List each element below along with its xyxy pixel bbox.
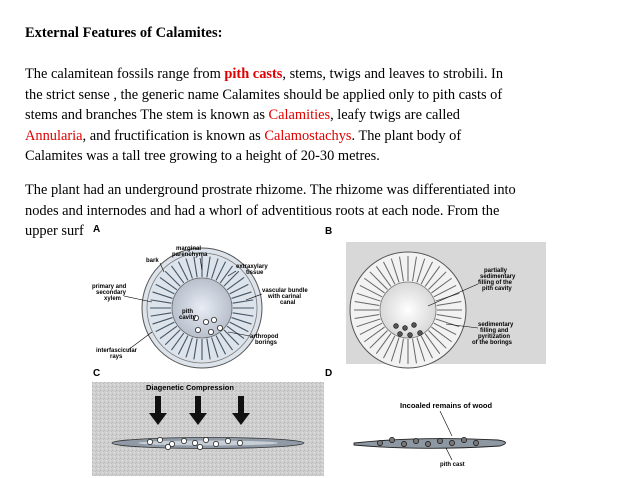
svg-text:secondary: secondary [96,290,127,296]
panel-label-c: C [93,368,101,379]
svg-text:interfascicular: interfascicular [96,348,138,354]
svg-text:sedimentary: sedimentary [478,322,514,328]
svg-text:pith: pith [182,309,193,315]
svg-text:rays: rays [110,354,123,360]
p1-line-4: Annularia, and fructification is known as Calamostachys. The plant body of [25,127,462,144]
svg-text:arthropod: arthropod [250,334,279,340]
svg-text:of the borings: of the borings [472,340,512,346]
d-pithcast-label: pith cast [440,462,465,468]
p1-line-2: the strict sense , the generic name Calamites should be applied only to pith casts of [25,86,503,103]
paragraph-1 [25,64,625,167]
svg-text:cavity: cavity [179,315,197,321]
p2-line-3: upper surf [25,223,84,239]
panel-label-b: B [325,226,333,237]
heading: External Features of Calamites: [25,25,223,41]
svg-text:bark: bark [146,258,159,264]
svg-text:parenchyma: parenchyma [172,252,208,258]
term-calamities: Calamities [268,107,331,123]
svg-text:partially: partially [484,268,508,274]
panel-b-stem-section [350,252,466,368]
d-header: Incoaled remains of wood [400,401,493,410]
svg-text:filling of the: filling of the [478,280,512,286]
svg-text:pith cavity: pith cavity [482,286,512,292]
p2-line-2: nodes and internodes and had a whorl of adventitious roots at each node. From the [25,202,500,219]
term-calamostachys: Calamostachys [264,127,352,144]
incoaled-wood-d [354,437,506,448]
svg-text:extraxylary: extraxylary [236,264,268,270]
c-header: Diagenetic Compression [146,383,234,392]
svg-text:primary and: primary and [92,284,127,290]
p1-line-5: Calamites was a tall tree growing to a height of 20-30 metres. [25,148,380,164]
svg-text:vascular bundle: vascular bundle [262,288,308,294]
svg-text:sedimentary: sedimentary [480,274,516,280]
svg-text:filling and: filling and [480,328,509,334]
svg-text:marginal: marginal [176,246,202,252]
p2-line-1: The plant had an underground prostrate rhizome. The rhizome was differentiated into [25,182,516,198]
calamites-figure [0,222,638,478]
svg-text:xylem: xylem [104,296,122,302]
svg-text:canal: canal [280,300,296,306]
panel-label-a: A [93,224,101,235]
svg-text:tissue: tissue [246,270,264,276]
p1-line-1: The calamitean fossils range from pith casts, stems, twigs and leaves to strobili. In [25,66,504,82]
svg-text:pyritization: pyritization [478,334,511,340]
term-annularia: Annularia [25,127,83,144]
svg-text:borings: borings [255,340,277,346]
panel-label-d: D [325,368,333,379]
svg-text:with carinal: with carinal [268,294,302,300]
p1-line-3: stems and branches The stem is known as Calamities, leafy twigs are called [25,107,460,123]
term-pith-casts: pith casts [224,66,283,82]
panel-c-background [92,382,324,476]
